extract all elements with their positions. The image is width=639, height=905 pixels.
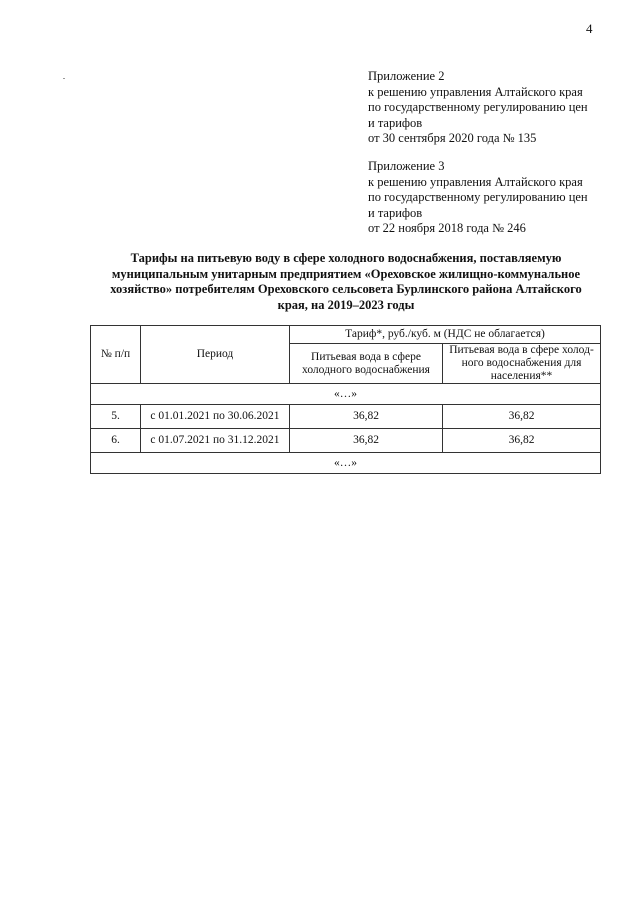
- subheader-cold-water: Питьевая вода в сфере холодного водоснабжения: [290, 344, 443, 384]
- appendix-3-line: от 22 ноября 2018 года № 246: [368, 221, 526, 236]
- appendix-2-line: к решению управления Алтайского края: [368, 84, 583, 99]
- subheader-cold-water-population: [443, 344, 601, 384]
- title-line: края, на 2019–2023 годы: [277, 297, 415, 312]
- appendix-2-line: по государственному регулированию цен: [368, 100, 588, 115]
- tariff-table: [90, 325, 601, 474]
- table-row-ellipsis: [91, 384, 601, 405]
- table-row-ellipsis: [91, 453, 601, 474]
- appendix-3-block: [368, 159, 618, 237]
- title-line: Тарифы на питьевую воду в сфере холодного водоснабжения, поставляемую: [130, 251, 562, 265]
- table-row: [91, 429, 601, 453]
- appendix-2-line: Приложение 2: [368, 69, 445, 83]
- appendix-2-line: и тарифов: [368, 115, 423, 130]
- document-title: [92, 251, 600, 313]
- row-number: 5.: [91, 405, 141, 429]
- appendix-3-line: по государственному регулированию цен: [368, 190, 588, 205]
- row-tariff-1: 36,82: [290, 429, 443, 453]
- appendix-3-line: и тарифов: [368, 205, 423, 220]
- subheader-line: населения**: [490, 370, 553, 382]
- header-tariff: Тариф*, руб./куб. м (НДС не облагается): [290, 326, 601, 344]
- header-number: № п/п: [91, 326, 141, 384]
- table-header-row: [91, 326, 601, 344]
- subheader-line: ного водоснабжения для: [461, 357, 582, 369]
- title-line: хозяйство» потребителям Ореховского сельсовета Бурлинского района Алтайского: [110, 282, 582, 297]
- ellipsis-top: «…»: [91, 384, 601, 405]
- scan-speck: [63, 78, 65, 79]
- row-period: с 01.07.2021 по 31.12.2021: [141, 429, 290, 453]
- appendix-2-block: [368, 69, 618, 147]
- appendix-2-line: от 30 сентября 2020 года № 135: [368, 131, 537, 146]
- appendix-3-line: к решению управления Алтайского края: [368, 174, 583, 189]
- title-line: муниципальным унитарным предприятием «Ореховское жилищно-коммунальное: [111, 266, 581, 281]
- row-number: 6.: [91, 429, 141, 453]
- appendix-3-line: Приложение 3: [368, 159, 445, 173]
- page-number: 4: [586, 21, 593, 36]
- row-period: с 01.01.2021 по 30.06.2021: [141, 405, 290, 429]
- row-tariff-2: 36,82: [443, 405, 601, 429]
- ellipsis-bottom: «…»: [91, 453, 601, 474]
- subheader-line: Питьевая вода в сфере холод-: [449, 344, 594, 356]
- row-tariff-2: 36,82: [443, 429, 601, 453]
- table-row: [91, 405, 601, 429]
- header-period: Период: [141, 326, 290, 384]
- row-tariff-1: 36,82: [290, 405, 443, 429]
